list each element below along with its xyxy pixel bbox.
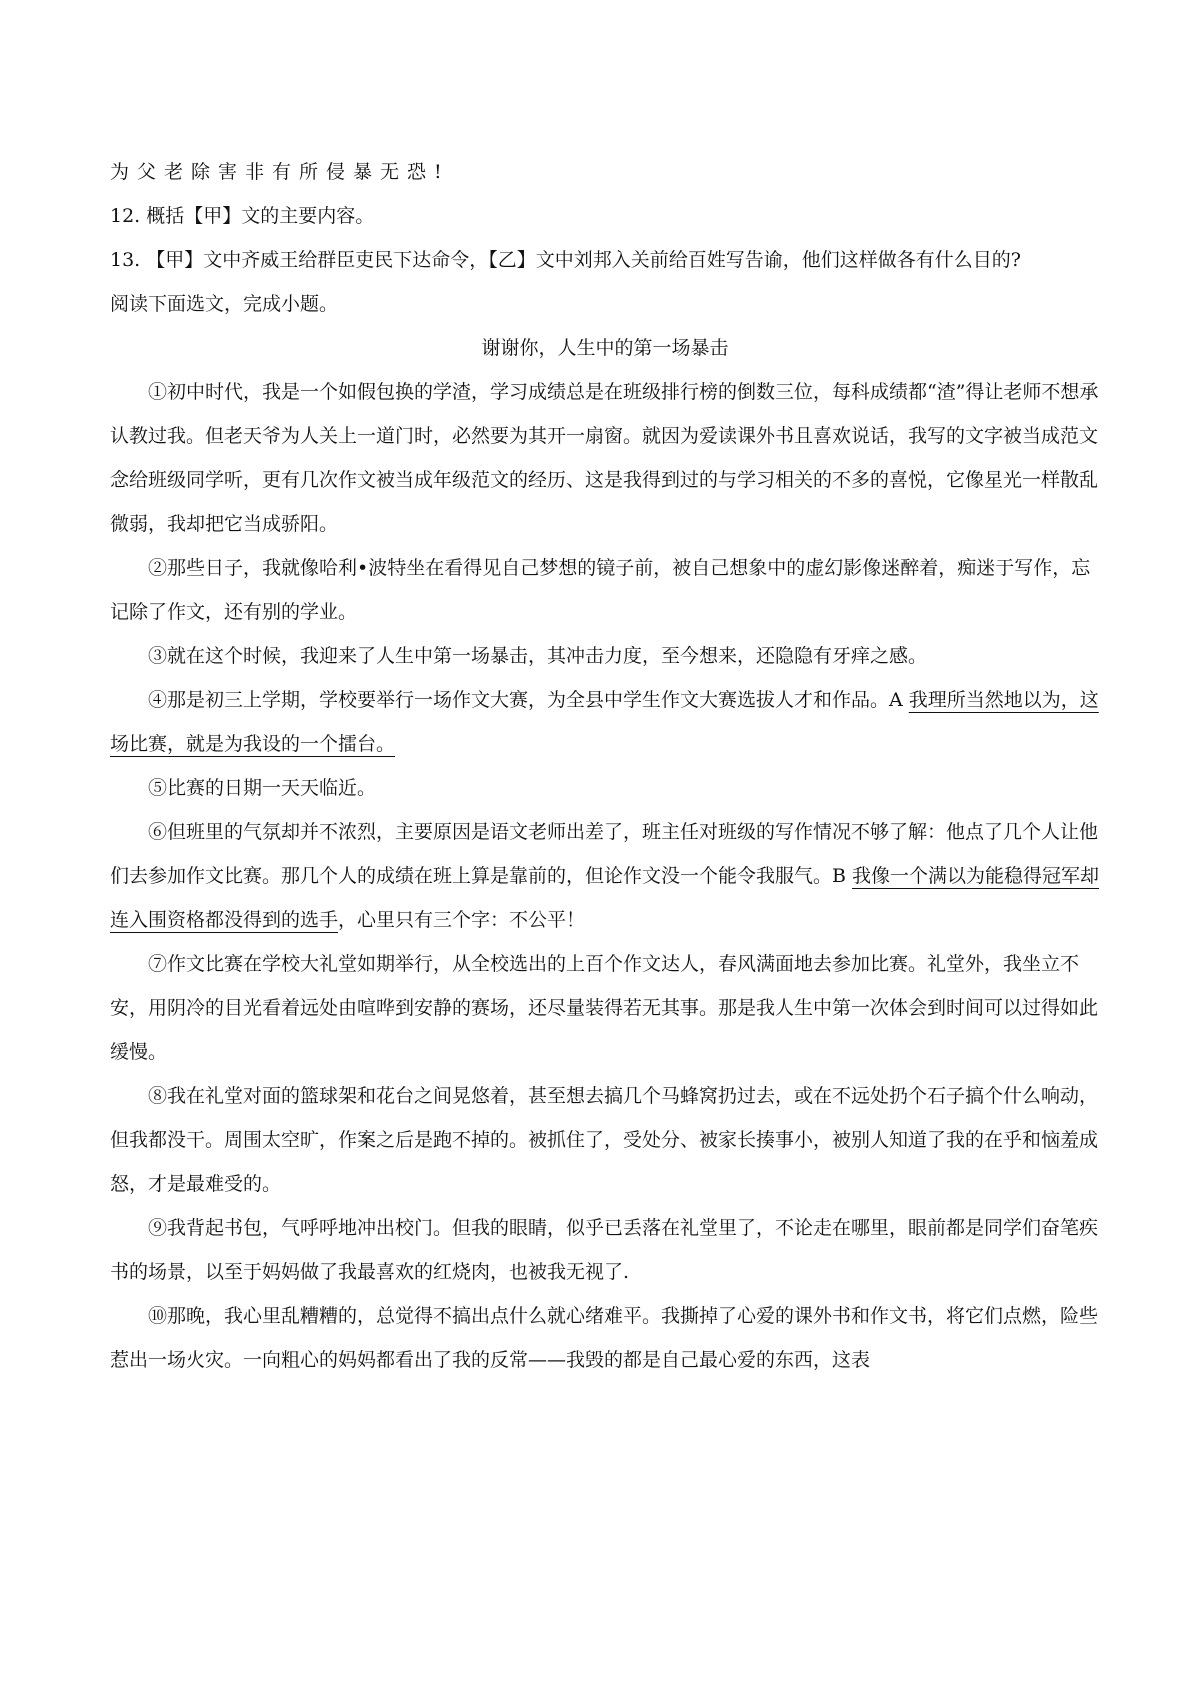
question-12: 12. 概括【甲】文的主要内容。 bbox=[110, 205, 375, 227]
paragraph-4-text: ④那是初三上学期，学校要举行一场作文大赛，为全县中学生作文大赛选拔人才和作品。A bbox=[148, 689, 909, 711]
paragraph-6-text: ⑥但班里的气氛却并不浓烈，主要原因是语文老师出差了，班主任对班级的写作情况不够了解：他点了几个人让他们去参加作文比赛。那几个人的成绩在班上算是靠前的，但论作文没一个能令我服气。B bbox=[110, 821, 1099, 887]
question-13: 13. 【甲】文中齐威王给群臣吏民下达命令，【乙】文中刘邦入关前给百姓写告谕，他们这样做各有什么目的? bbox=[110, 249, 1021, 271]
paragraph-3: ③就在这个时候，我迎来了人生中第一场暴击，其冲击力度，至今想来，还隐隐有牙痒之感。 bbox=[148, 645, 928, 667]
paragraph-6-tail: ，心里只有三个字：不公平！ bbox=[338, 909, 586, 931]
article-title: 谢谢你，人生中的第一场暴击 bbox=[481, 337, 729, 359]
paragraph-7: ⑦作文比赛在学校大礼堂如期举行，从全校选出的上百个作文达人，春风满面地去参加比赛。礼堂外，我坐立不安，用阴冷的目光看着远处由喧哗到安静的赛场，还尽量装得若无其事。那是我人生中第一次体会到时间可以过得如此缓慢。 bbox=[110, 953, 1099, 1063]
reading-instruction: 阅读下面选文，完成小题。 bbox=[110, 293, 339, 315]
underlined-sentence-a: 我理所当然地以为，这场比赛，就是为我设的一个擂台。 bbox=[110, 689, 1099, 755]
paragraph-1: ①初中时代，我是一个如假包换的学渣，学习成绩总是在班级排行榜的倒数三位，每科成绩都“渣”得让老师不想承认教过我。但老天爷为人关上一道门时，必然要为其开一扇窗。就因为爱读课外书且喜欢说话，我写的文字被当成范文念给班级同学听，更有几次作文被当成年级范文的经历、这是我得到过的与学习相关的不多的喜悦，它像星光一样散乱微弱，我却把它当成骄阳。 bbox=[110, 381, 1099, 535]
paragraph-10: ⑩那晚，我心里乱糟糟的，总觉得不搞出点什么就心绪难平。我撕掉了心爱的课外书和作文书，将它们点燃，险些惹出一场火灾。一向粗心的妈妈都看出了我的反常——我毁的都是自己最心爱的东西，这表 bbox=[110, 1305, 1099, 1371]
paragraph-2: ②那些日子，我就像哈利•波特坐在看得见自己梦想的镜子前，被自己想象中的虚幻影像迷醉着，痴迷于写作，忘记除了作文，还有别的学业。 bbox=[110, 557, 1091, 623]
paragraph-5: ⑤比赛的日期一天天临近。 bbox=[148, 777, 377, 799]
paragraph-9: ⑨我背起书包，气呼呼地冲出校门。但我的眼睛，似乎已丢落在礼堂里了，不论走在哪里，眼前都是同学们奋笔疾书的场景，以至于妈妈做了我最喜欢的红烧肉，也被我无视了. bbox=[110, 1217, 1099, 1283]
paragraph-6 bbox=[110, 810, 1100, 942]
paragraph-4 bbox=[110, 678, 1100, 766]
text-line: 为父老除害非有所侵暴无恐! bbox=[110, 161, 450, 183]
document-body bbox=[110, 150, 1100, 1382]
paragraph-8: ⑧我在礼堂对面的篮球架和花台之间晃悠着，甚至想去搞几个马蜂窝扔过去，或在不远处扔个石子搞个什么响动，但我都没干。周围太空旷，作案之后是跑不掉的。被抓住了，受处分、被家长揍事小，被别人知道了我的在乎和恼羞成怒，才是最难受的。 bbox=[110, 1085, 1099, 1195]
underlined-sentence-b: 我像一个满以为能稳得冠军却连入围资格都没得到的选手 bbox=[110, 865, 1100, 931]
